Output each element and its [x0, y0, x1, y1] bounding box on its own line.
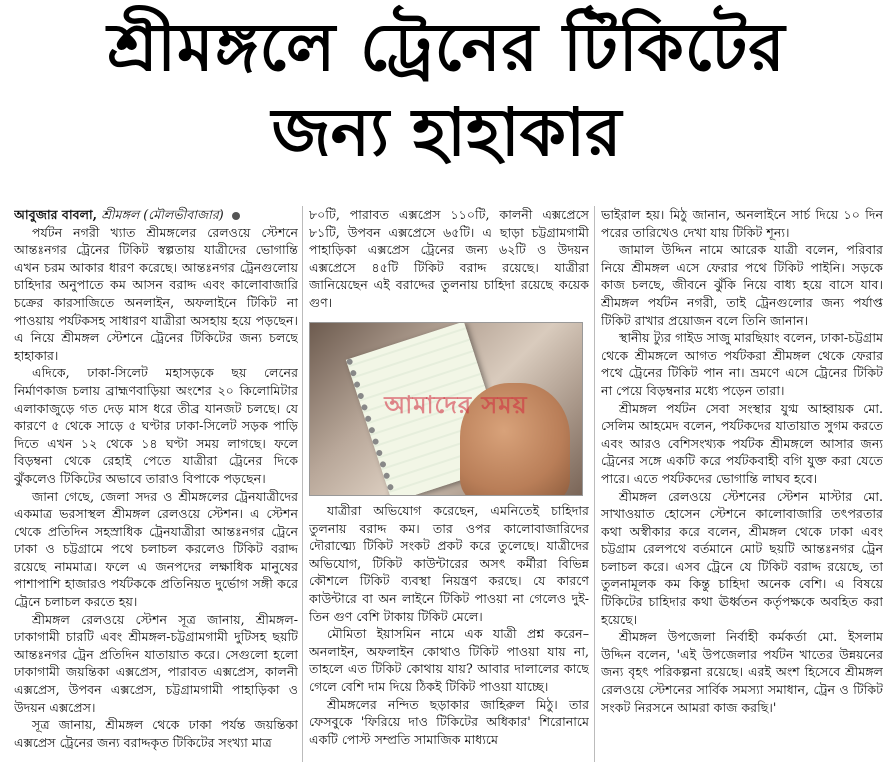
paragraph: স্থানীয় ট্যুর গাইড সাজু মারছিয়াং বলেন, ঢাকা-চট্টগ্রাম থেকে শ্রীমঙ্গলে আগত পর্যটকরা শ্রীমঙ্গল থেকে ফেরার পথে ট্রেনের টিকিট পান না। ভ্রমণে এসে ট্রেনের টিকিট না পেয়ে বিড়ম্বনার মধ্যে পড়েন তারা।: [601, 330, 883, 398]
paragraph: ৮০টি, পারাবত এক্সপ্রেস ১১০টি, কালনী এক্সপ্রেসে ৮১টি, উপবন এক্সপ্রেসে ৬৫টি। এ ছাড়া চট্টগ্রামগামী পাহাড়িকা এক্সপ্রেস ট্রেনের জন্য ৬২টি ও উদয়ন এক্সপ্রেসে ৪৫টি টিকিট বরাদ্দ রয়েছে। যাত্রীরা জানিয়েছেন এই বরাদ্দের তুলনায় চাহিদা রয়েছে কয়েক গুণ।: [309, 207, 589, 310]
headline: [0, 8, 893, 172]
column-2-bottom: [309, 502, 589, 768]
paragraph: জানা গেছে, জেলা সদর ও শ্রীমঙ্গলের ট্রেনযাত্রীদের একমাত্র ভরসাস্থল শ্রীমঙ্গল রেলওয়ে স্টেশন। এ স্টেশন থেকে প্রতিদিন সহস্রাধিক ট্রেনযাত্রীরা আন্তঃনগর ট্রেনে ঢাকা ও চট্টগ্রামে পথে চলাচল করলেও টিকিট বরাদ্দ রয়েছে নামমাত্র। ফলে এ জনপদের লক্ষাধিক মানুষের পাশাপাশি হাজারও পর্যটককে প্রতিনিয়ত দুর্ভোগ সঙ্গী করে ট্রেনে চলাচল করতে হয়।: [14, 488, 298, 610]
paragraph: শ্রীমঙ্গল রেলওয়ে স্টেশন সূত্র জানায়, শ্রীমঙ্গল-ঢাকাগামী চারটি এবং শ্রীমঙ্গল-চট্টগ্রামগামী দুটিসহ ছয়টি আন্তঃনগর ট্রেন প্রতিদিন যাতায়াত করে। সেগুলো হলো ঢাকাগামী জয়ন্তিকা এক্সপ্রেস, পারাবত এক্সপ্রেস, কালনী এক্সপ্রেস, উপবন এক্সপ্রেস, চট্টগ্রামগামী পাহাড়িকা ও উদয়ন এক্সপ্রেস।: [14, 611, 298, 715]
column-1: [14, 206, 298, 766]
paragraph: শ্রীমঙ্গল পর্যটন সেবা সংস্থার যুগ্ম আহ্বায়ক মো. সেলিম আহমেদ বলেন, পর্যটকদের যাতায়াত সুগম করতে এবং আরও বেশিসংখ্যক পর্যটক শ্রীমঙ্গলে আসার জন্য ট্রেনের সঙ্গে একটি করে পর্যটকবাহী বগি যুক্ত করা যেতে পারে। এতে পর্যটকদের ভোগান্তি লাঘব হবে।: [601, 400, 883, 486]
paragraph: শ্রীমঙ্গল উপজেলা নির্বাহী কর্মকর্তা মো. ইসলাম উদ্দিন বলেন, 'এই উপজেলার পর্যটন খাতের উন্নয়নের জন্য বৃহৎ পরিকল্পনা রয়েছে। এরই অংশ হিসেবে শ্রীমঙ্গল রেলওয়ে স্টেশনের সার্বিক সমস্যা সমাধান, ট্রেন ও টিকিট সংকট নিরসনে আমরা কাজ করছি।': [601, 629, 883, 715]
photo-watermark: আমাদের সময়: [384, 391, 528, 419]
column-divider: [302, 206, 303, 762]
paragraph: শ্রীমঙ্গল রেলওয়ে স্টেশনের স্টেশন মাস্টার মো. সাখাওয়াত হোসেন স্টেশনে কালোবাজারি তৎপরতার কথা অস্বীকার করে বলেন, শ্রীমঙ্গল থেকে ঢাকা এবং চট্টগ্রাম রেলপথে বর্তমানে মোট ছয়টি আন্তঃনগর ট্রেন চলাচল করে। এসব ট্রেনে যে টিকিট বরাদ্দ রয়েছে, তা তুলনামূলক কম কিন্তু চাহিদা অনেক বেশি। এ বিষয়ে টিকিটের চাহিদার কথা ঊর্ধ্বতন কর্তৃপক্ষকে অবহিত করা হয়েছে।: [601, 488, 883, 627]
paragraph: ভাইরাল হয়। মিঠু জানান, অনলাইনে সার্চ দিয়ে ১০ দিন পরের তারিখেও দেখা যায় টিকিট শূন্য।: [601, 207, 883, 240]
paragraph: যাত্রীরা অভিযোগ করেছেন, এমনিতেই চাহিদার তুলনায় বরাদ্দ কম। তার ওপর কালোবাজারিদের দৌরাত্ম্যে টিকিট সংকট প্রকট করে তুলেছে। যাত্রীদের অভিযোগ, টিকিট কাউন্টারের অসৎ কর্মীরা বিভিন্ন কৌশলে টিকিট ব্যবস্থা নিয়ন্ত্রণ করছে। যে কারণে কাউন্টারে বা অন লাইনে টিকিট পাওয়া না গেলেও দুই-তিন গুণ বেশি টাকায় টিকিট মেলে।: [309, 503, 589, 624]
paragraph: এদিকে, ঢাকা-সিলেট মহাসড়কে ছয় লেনের নির্মাণকাজ চলায় ব্রাহ্মণবাড়িয়া অংশের ২০ কিলোমিটার এলাকাজুড়ে গত দেড় মাস ধরে তীব্র যানজট চলছে। যে কারণে ৫ থেকে সাড়ে ৫ ঘণ্টার ঢাকা-সিলেট সড়ক পাড়ি দিতে এখন ১২ থেকে ১৪ ঘণ্টা সময় লাগছে। ফলে বিড়ম্বনা থেকে রেহাই পেতে যাত্রীরা ট্রেনের দিকে ঝুঁকলেও টিকিটের অভাবে তারাও বিপাকে পড়ছেন।: [14, 365, 298, 486]
column-2-top: [309, 206, 589, 318]
column-divider: [594, 206, 595, 762]
bullet-icon: [232, 212, 240, 220]
byline-author: আবুজার বাবলা,: [14, 207, 98, 222]
paragraph: সূত্র জানায়, শ্রীমঙ্গল থেকে ঢাকা পর্যন্ত জয়ন্তিকা এক্সপ্রেস ট্রেনের জন্য বরাদ্দকৃত টিকিটের সংখ্যা মাত্র: [14, 717, 298, 750]
paragraph: জামাল উদ্দিন নামে আরেক যাত্রী বলেন, পরিবার নিয়ে শ্রীমঙ্গল এসে ফেরার পথে টিকিট পাইনি। সড়কে কাজ চলছে, জীবনে ঝুঁকি নিয়ে বাধ্য হয়ে বাসে যাব। শ্রীমঙ্গল পর্যটন নগরী, তাই ট্রেনগুলোর জন্য পর্যাপ্ত টিকিট রাখার প্রয়োজন বলে তিনি জানান।: [601, 242, 883, 328]
byline-place: শ্রীমঙ্গল (মৌলভীবাজার): [101, 207, 224, 222]
column-3: [601, 206, 883, 768]
paragraph: শ্রীমঙ্গলের নন্দিত ছড়াকার জাহিরুল মিঠু। তার ফেসবুকে 'ফিরিয়ে দাও টিকিটের অধিকার' শিরোনামে একটি পোস্ট সম্প্রতি সামাজিক মাধ্যমে: [309, 696, 589, 747]
ticket-photo: [309, 322, 583, 496]
paragraph: মৌমিতা ইয়াসমিন নামে এক যাত্রী প্রশ্ন করেন– অনলাইন, অফলাইন কোথাও টিকিট পাওয়া যায় না, তাহলে এত টিকিট কোথায় যায়? আবার দালালের কাছে গেলে বেশি দাম দিয়ে ঠিকই টিকিট পাওয়া যাচ্ছে।: [309, 626, 589, 694]
paragraph: পর্যটন নগরী খ্যাত শ্রীমঙ্গলের রেলওয়ে স্টেশনে আন্তঃনগর ট্রেনের টিকিট স্বল্পতায় যাত্রীদের ভোগান্তি এখন চরম আকার ধারণ করেছে। আন্তঃনগর ট্রেনগুলোয় চাহিদার অনুপাতে কম আসন বরাদ্দ এবং কালোবাজারি চক্রের কারসাজিতে অনলাইন, অফলাইনে টিকিট না পাওয়ায় পর্যটকসহ সাধারণ যাত্রীরা অসহায় হয়ে পড়ছেন। এ নিয়ে শ্রীমঙ্গল স্টেশনে ট্রেনের টিকিটের জন্য চলছে হাহাকার।: [14, 224, 298, 363]
headline-line-1: শ্রীমঙ্গলে ট্রেনের টিকিটের: [107, 9, 786, 86]
headline-line-2: জন্য হাহাকার: [271, 94, 622, 172]
byline: [14, 206, 298, 224]
